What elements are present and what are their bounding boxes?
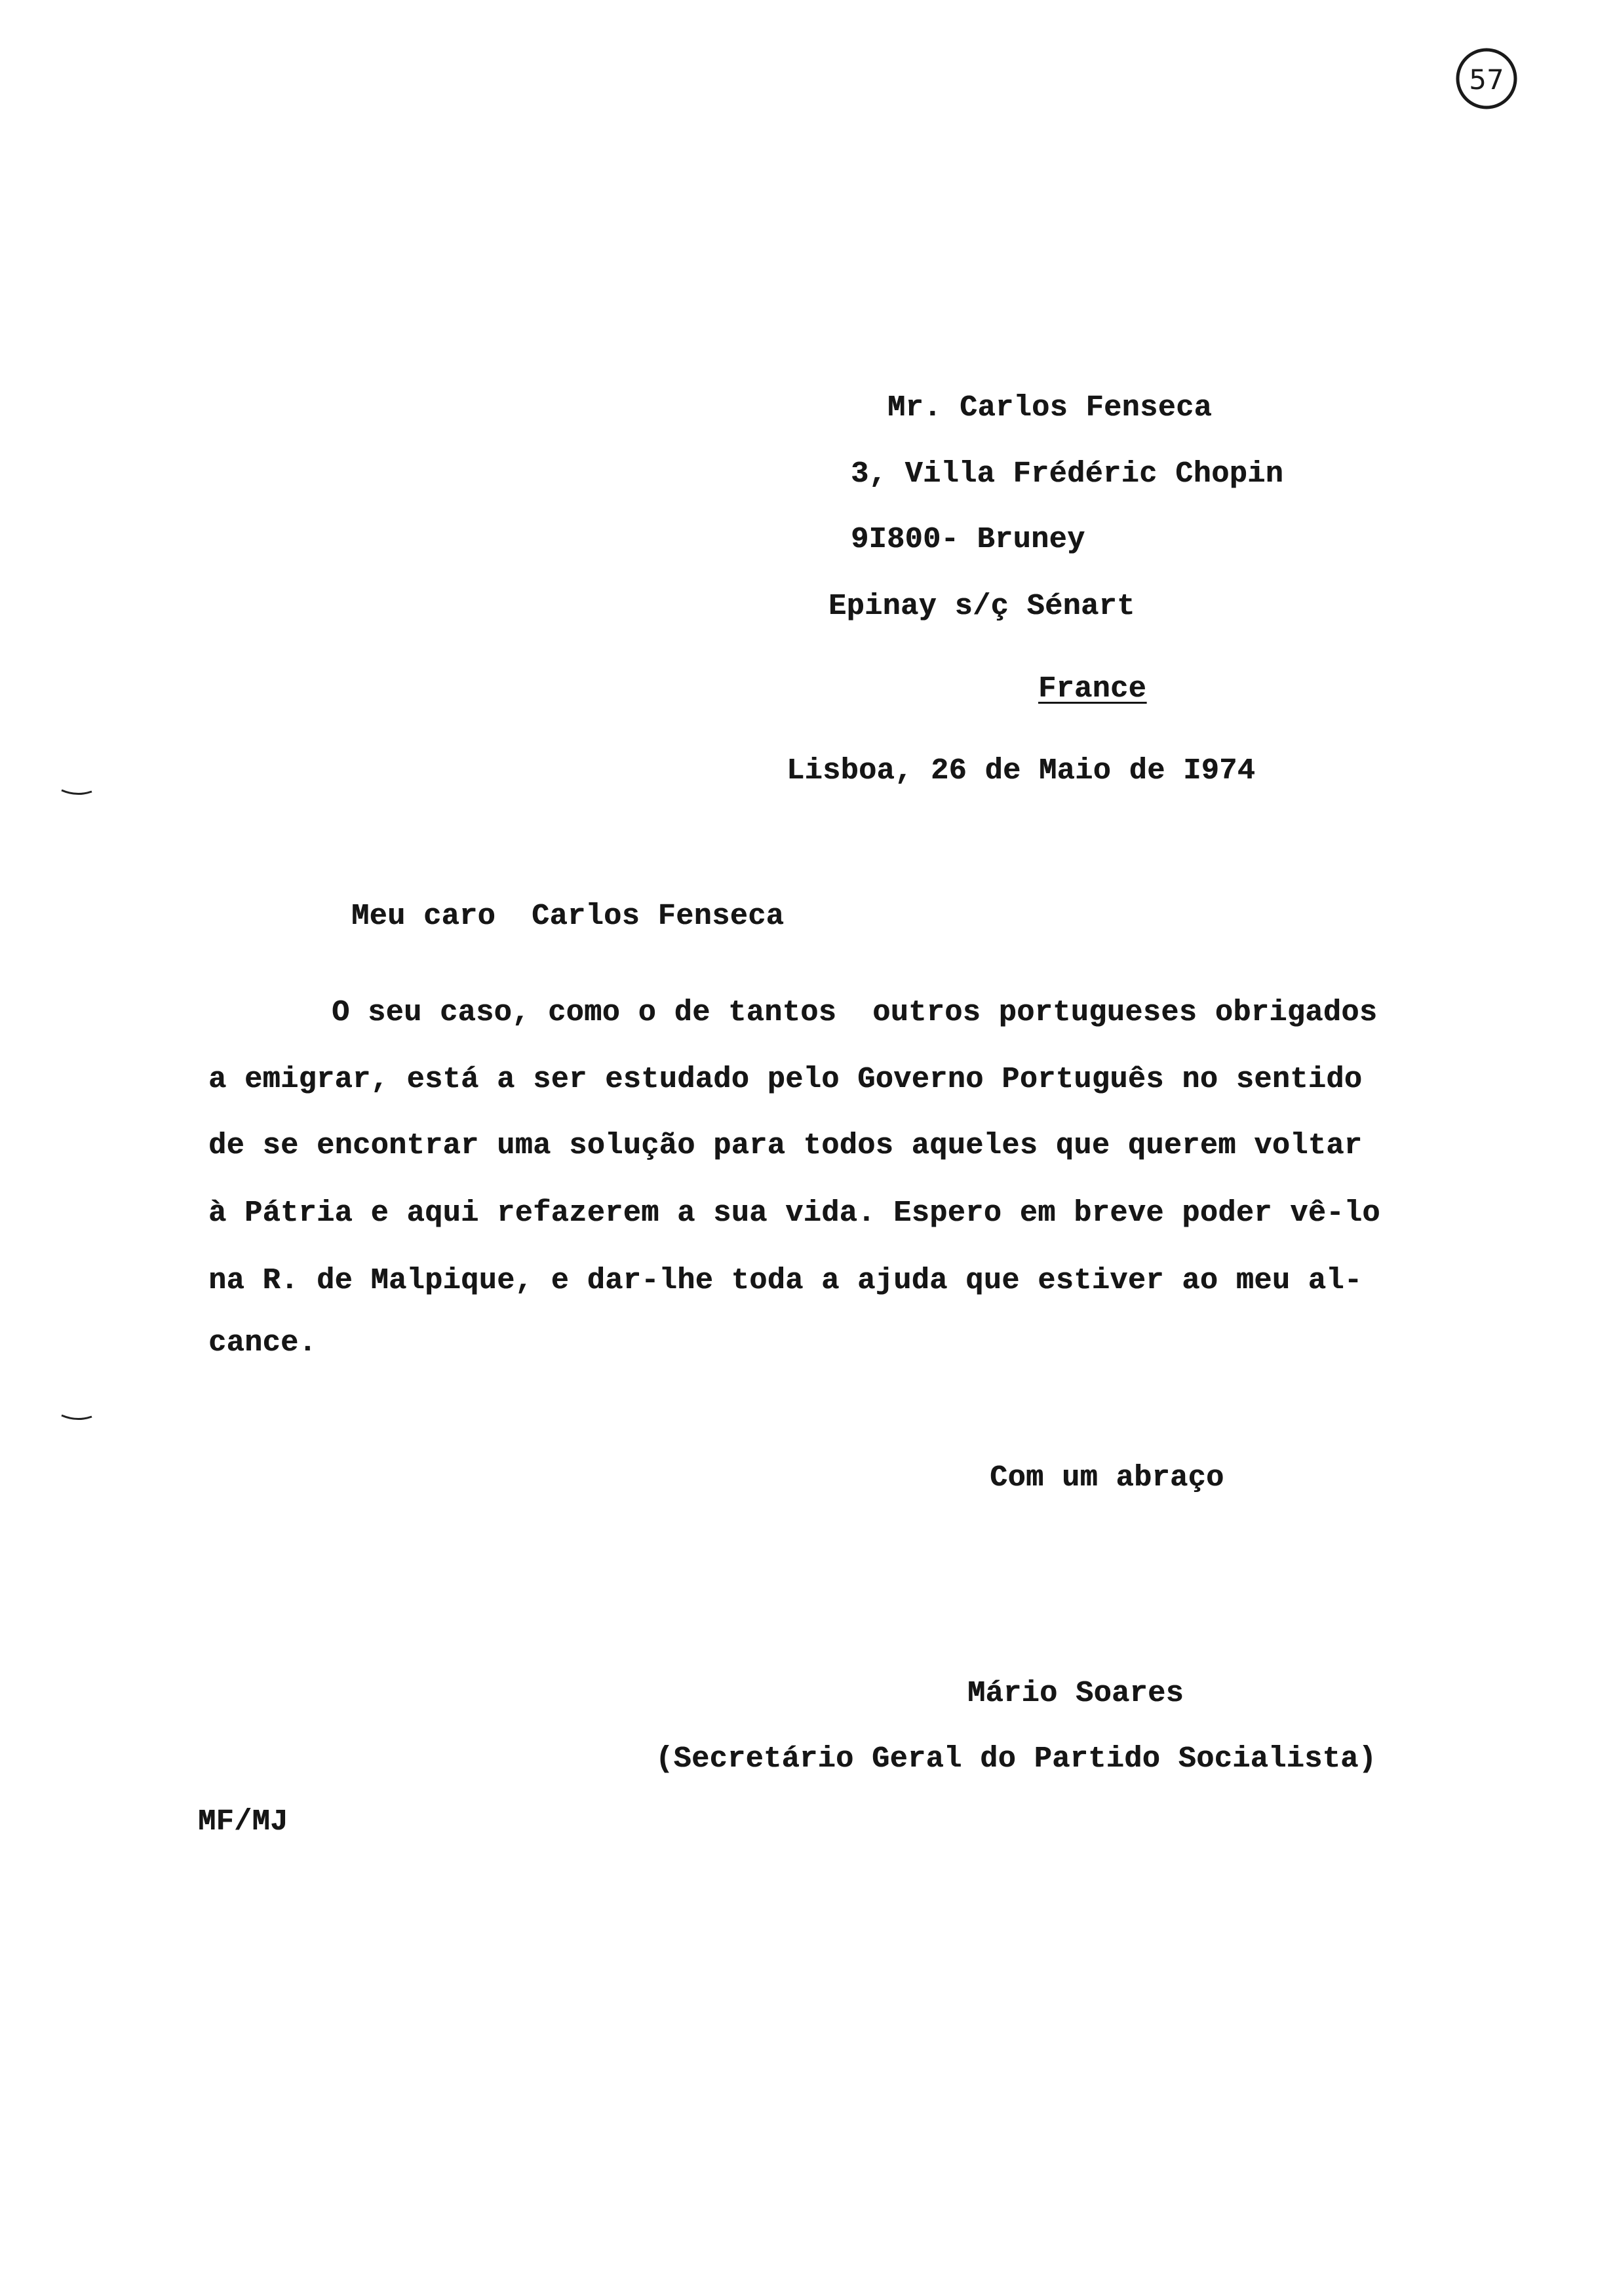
salutation: Meu caro Carlos Fenseca: [351, 900, 785, 933]
closing: Com um abraço: [990, 1461, 1224, 1495]
recipient-name: Mr. Carlos Fenseca: [887, 391, 1213, 425]
page-number-stamp: [1454, 46, 1519, 111]
body-line: de se encontrar uma solução para todos aqueles que querem voltar: [208, 1129, 1363, 1162]
body-line: à Pátria e aqui refazerem a sua vida. Espero em breve poder vê-lo: [208, 1196, 1380, 1230]
date-line: Lisboa, 26 de Maio de I974: [787, 754, 1256, 788]
margin-mark: [60, 788, 93, 798]
page-number-text: 57: [1469, 64, 1504, 96]
body-line: a emigrar, está a ser estudado pelo Governo Português no sentido: [208, 1063, 1363, 1096]
margin-mark: [60, 1413, 93, 1423]
signer-title: (Secretário Geral do Partido Socialista): [655, 1742, 1377, 1776]
recipient-country: France: [1038, 672, 1147, 706]
body-line: na R. de Malpique, e dar-lhe toda a ajuda que estiver ao meu al-: [208, 1264, 1363, 1297]
recipient-postal: 9I800- Bruney: [851, 523, 1085, 556]
body-line: cance.: [208, 1326, 317, 1360]
signer-name: Mário Soares: [967, 1677, 1184, 1710]
recipient-town: Epinay s/ç Sénart: [828, 590, 1135, 623]
recipient-street: 3, Villa Frédéric Chopin: [851, 457, 1284, 491]
reference-initials: MF/MJ: [198, 1805, 288, 1839]
body-line: O seu caso, como o de tantos outros portugueses obrigados: [332, 996, 1378, 1029]
